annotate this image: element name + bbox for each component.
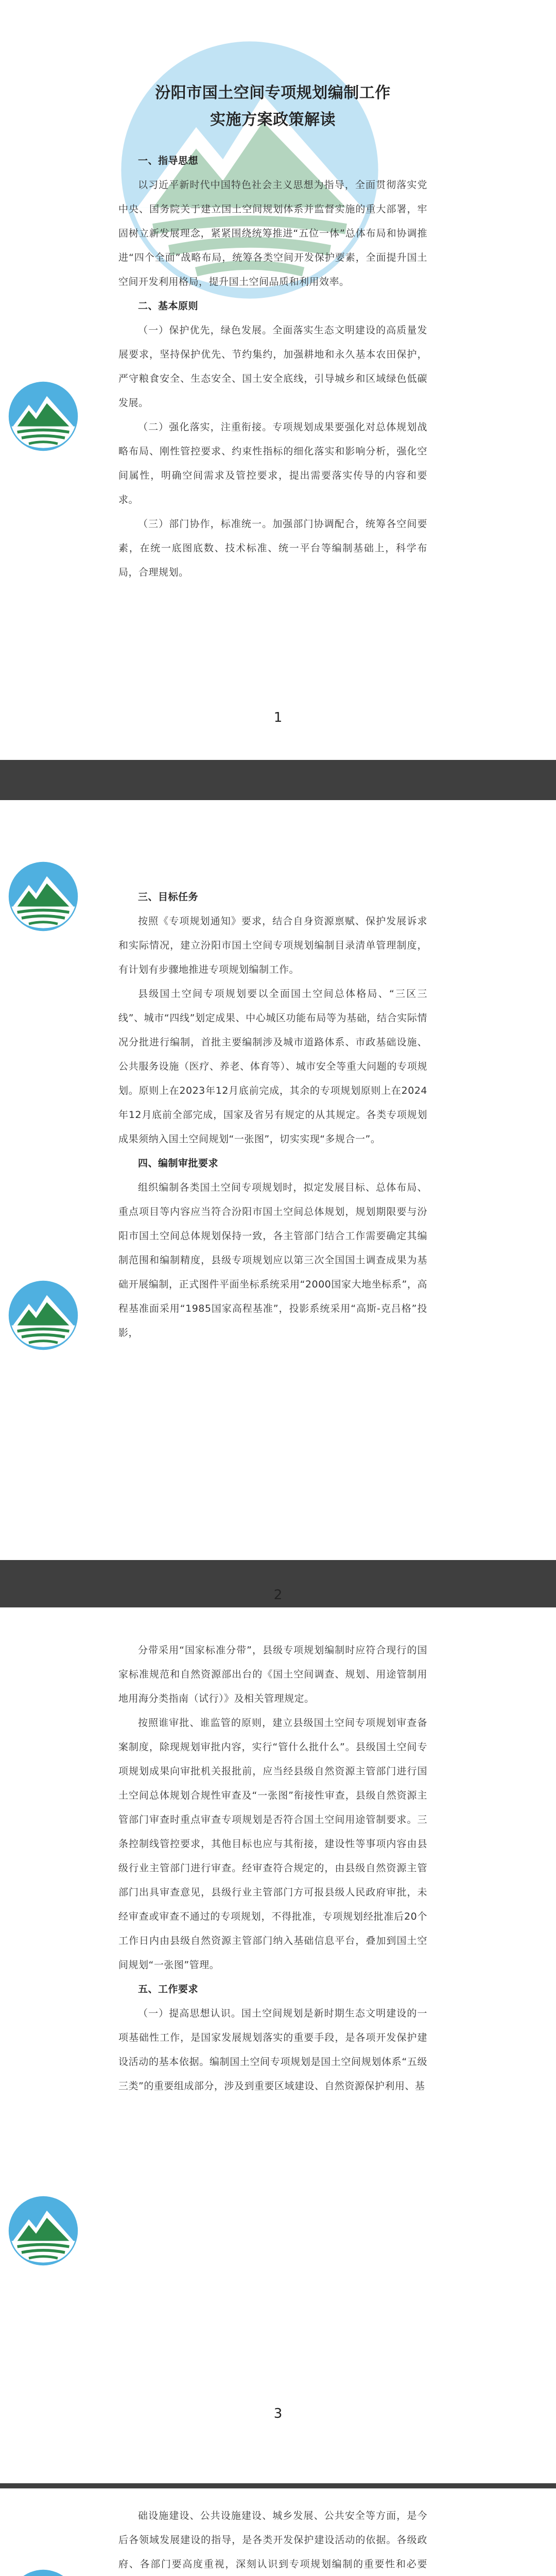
- land-planning-emblem-icon: [7, 380, 79, 452]
- page-number: 2: [273, 1587, 283, 1603]
- page-number: 1: [273, 710, 283, 725]
- section-heading: 二、基本原则: [138, 300, 199, 312]
- land-planning-emblem-icon: [7, 2195, 79, 2267]
- paragraph: 以习近平新时代中国特色社会主义思想为指导，全面贯彻落实党中央、国务院关于建立国土空间规划体系并监督实施的重大部署，牢固树立新发展理念，紧紧围绕统筹推进“五位一体”总体布局和协调推进“四个全面”战略布局，统筹各类空间开发保护要素，全面提升国土空间开发利用格局，提升国土空间品质和利用效率。: [118, 179, 427, 287]
- paragraph: 县级国土空间专项规划要以全面国土空间总体格局、“三区三线”、城市“四线”划定成果、中心城区功能布局等为基础，结合实际情况分批进行编制，首批主要编制涉及城市道路体系、市政基础设施、公共服务设施（医疗、养老、体育等）、城市安全等重大问题的专项规划。原则上在2023年12月底前完成，其余的专项规划原则上在2024年12月底前全部完成，国家及省另有规定的从其规定。各类专项规划成果须纳入国土空间规划“一张图”，切实实现“多规合一”。: [118, 988, 427, 1145]
- paragraph: 组织编制各类国土空间专项规划时，拟定发展目标、总体布局、重点项目等内容应当符合汾阳市国土空间总体规划，规划期限要与汾阳市国土空间总体规划保持一致，各主管部门结合工作需要确定其编制范围和编制精度，县级专项规划应以第三次全国国土调查成果为基础开展编制，正式图件平面坐标系统采用“2000国家大地坐标系”，高程基准面采用“1985国家高程基准”，投影系统采用“高斯-克吕格”投影，: [118, 1182, 427, 1338]
- section-heading: 三、目标任务: [138, 891, 199, 903]
- document-title: 汾阳市国土空间专项规划编制工作 实施方案政策解读: [155, 84, 391, 129]
- land-planning-emblem-icon: [7, 2568, 79, 2576]
- land-planning-emblem-icon: [7, 860, 79, 933]
- paragraph: （一）提高思想认识。国土空间规划是新时期生态文明建设的一项基础性工作，是国家发展规划落实的重要手段，是各项开发保护建设活动的基本依据。编制国土空间专项规划是国土空间规划体系“五级三类”的重要组成部分，涉及到重要区域建设、自然资源保护利用、基: [118, 2008, 427, 2092]
- page-number: 3: [273, 2406, 283, 2421]
- section-heading: 四、编制审批要求: [138, 1158, 219, 1169]
- paragraph: （二）强化落实，注重衔接。专项规划成果要强化对总体规划战略布局、刚性管控要求、约束性指标的细化落实和影响分析，强化空间属性，明确空间需求及管控要求，提出需要落实传导的内容和要求。: [118, 421, 427, 505]
- section-heading: 五、工作要求: [138, 1984, 199, 1995]
- document-page-4: [0, 2488, 556, 2576]
- paragraph: 按照谁审批、谁监管的原则，建立县级国土空间专项规划审查备案制度，除现规划审批内容，实行“管什么批什么”。县级国土空间专项规划成果向审批机关报批前，应当经县级自然资源主管部门进行国土空间总体规划合规性审查及“一张图”衔接性审查，县级自然资源主管部门审查时重点审查专项规划是否符合国土空间用途管制要求。三条控制线管控要求，其他目标也应与其衔接，建设性等事项内容由县级行业主管部门进行审查。经审查符合规定的，由县级自然资源主管部门出具审查意见，县级行业主管部门方可报县级人民政府审批，未经审查或审查不通过的专项规划，不得批准，专项规划经批准后20个工作日内由县级自然资源主管部门纳入基础信息平台，叠加到国土空间规划“一张图”管理。: [118, 1717, 427, 1971]
- paragraph: 础设施建设、公共设施建设、城乡发展、公共安全等方面，是今后各领域发展建设的指导，是各类开发保护建设活动的依据。各级政府、各部门要高度重视，深刻认识到专项规划编制的重要性和必要: [118, 2510, 427, 2570]
- document-page-1: [0, 0, 556, 760]
- document-page-3: [0, 1607, 556, 2483]
- section-heading: 一、指导思想: [138, 155, 199, 166]
- land-planning-emblem-icon: [7, 1279, 79, 1351]
- document-page-2: [0, 800, 556, 1603]
- paragraph: 按照《专项规划通知》要求，结合自身资源禀赋、保护发展诉求和实际情况，建立汾阳市国土空间专项规划编制目录清单管理制度，有计划有步骤地推进专项规划编制工作。: [118, 916, 427, 975]
- paragraph: 分带采用“国家标准分带”，县级专项规划编制时应符合现行的国家标准规范和自然资源部出台的《国土空间调查、规划、用途管制用地用海分类指南（试行）》及相关管理规定。: [118, 1645, 427, 1704]
- paragraph: （一）保护优先，绿色发展。全面落实生态文明建设的高质量发展要求，坚持保护优先、节约集约，加强耕地和永久基本农田保护，严守粮食安全、生态安全、国土安全底线，引导城乡和区域绿色低碳发展。: [118, 325, 427, 409]
- paragraph: （三）部门协作，标准统一。加强部门协调配合，统筹各空间要素，在统一底图底数、技术标准、统一平台等编制基础上，科学布局，合理规划。: [118, 518, 427, 578]
